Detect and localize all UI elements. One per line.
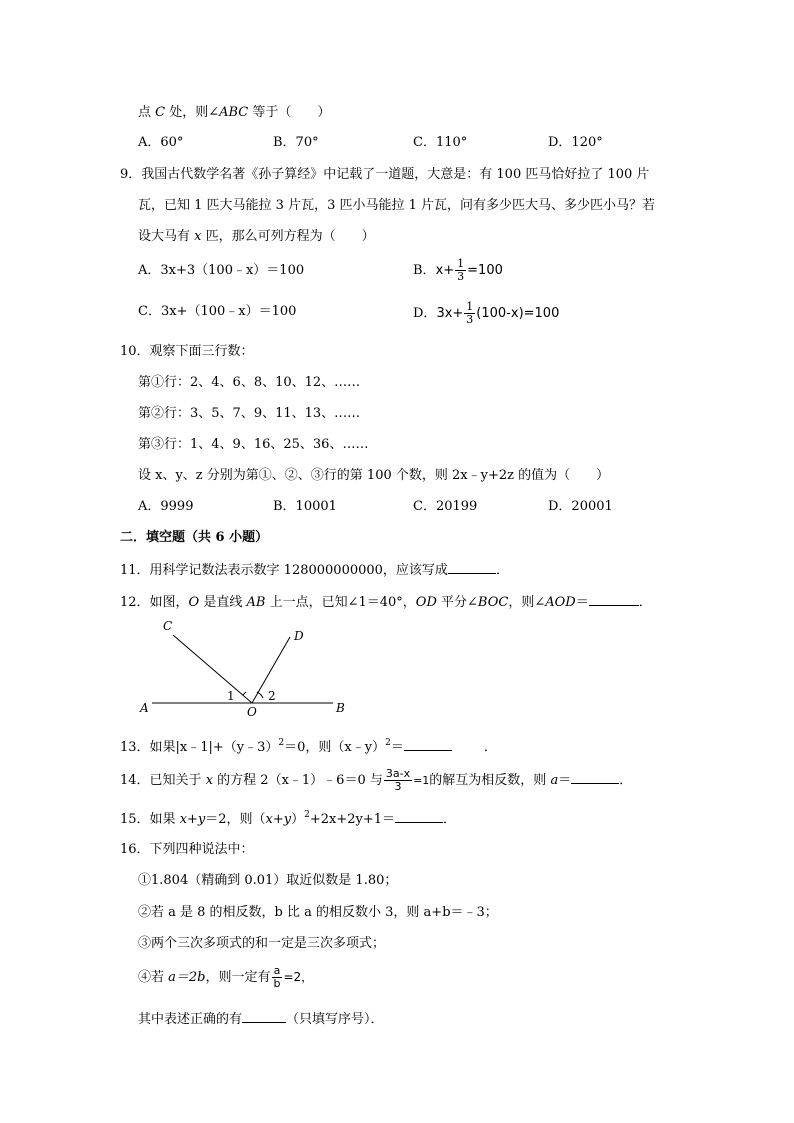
q8-option-c[interactable]: C．110° — [413, 135, 468, 150]
q16-statement-4: ④若 a＝2b，则一定有 $\frac{a}{b}$ =2， — [138, 964, 314, 990]
q9-option-b[interactable]: B．x+ $\frac{1}{3}$ =100 — [413, 257, 503, 283]
label-a: A — [140, 701, 149, 715]
q12: 12．如图，O 是直线 AB 上一点，已知∠1＝40°，OD 平分∠BOC，则∠AOD＝ ． — [120, 595, 652, 610]
q9-stem-line3: 设大马有 x 匹，那么可列方程为（ ） — [138, 229, 375, 244]
q9-option-d[interactable]: D．3x+ $\frac{1}{3}$ (100-x)=100 — [413, 300, 560, 326]
q13: 13．如果|x﹣1|+（y﹣3）$^2$＝0，则（x﹣y）$^2$＝ ． — [120, 738, 497, 755]
q9-optd-fraction: $\frac{1}{3}$ — [466, 300, 474, 326]
q9-optb-fraction: $\frac{1}{3}$ — [457, 257, 465, 283]
q16-fraction: $\frac{a}{b}$ — [273, 964, 281, 990]
q9-option-a[interactable]: A．3x+3（100﹣x）＝100 — [138, 263, 305, 278]
q11: 11．用科学记数法表示数字 128000000000，应该写成 ． — [120, 563, 509, 578]
angle-1-arc — [243, 692, 246, 695]
q10-row3: 第③行：1、4、9、16、25、36、…… — [138, 437, 369, 452]
q16-stem: 16．下列四种说法中： — [120, 842, 254, 857]
q15-answer-blank[interactable] — [395, 810, 443, 823]
q16-statement-2: ②若 a 是 8 的相反数，b 比 a 的相反数小 3，则 a+b＝﹣3； — [138, 905, 498, 920]
q14-answer-blank[interactable] — [571, 771, 619, 784]
label-o: O — [247, 705, 257, 719]
q10-option-b[interactable]: B．10001 — [273, 499, 337, 514]
q10-row2: 第②行：3、5、7、9、11、13、…… — [138, 406, 361, 421]
q10-option-a[interactable]: A．9999 — [138, 499, 194, 514]
q8-option-a[interactable]: A．60° — [138, 135, 184, 150]
label-c: C — [163, 619, 173, 633]
q9-option-c[interactable]: C．3x+（100﹣x）＝100 — [138, 304, 297, 319]
label-d: D — [294, 629, 304, 643]
q8-option-b[interactable]: B．70° — [273, 135, 319, 150]
label-angle-2: 2 — [268, 689, 276, 703]
section-title: 二．填空题（共 6 小题） — [120, 530, 269, 545]
q10-stem: 10．观察下面三行数： — [120, 344, 254, 359]
q9-stem-line1: 9．我国古代数学名著《孙子算经》中记载了一道题，大意是：有 100 匹马恰好拉了 100 片 — [120, 167, 650, 182]
q10-option-c[interactable]: C．20199 — [413, 499, 478, 514]
q12-answer-blank[interactable] — [589, 593, 639, 606]
q12-angle-figure — [130, 612, 360, 722]
q16-statement-1: ①1.804（精确到 0.01）取近似数是 1.80； — [138, 873, 398, 888]
q8-option-d[interactable]: D．120° — [548, 135, 603, 150]
q14: 14．已知关于 x 的方程 2（x﹣1）﹣6＝0 与 $\frac{3a-x}{3}$ =1的解互为相反数，则 a＝ ． — [120, 767, 633, 793]
angle-2-arc — [257, 692, 263, 698]
q15: 15．如果 x+y＝2，则$(x+y)^2+2x+2y+1=$ ． — [120, 810, 457, 827]
q16-statement-3: ③两个三次多项式的和一定是三次多项式； — [138, 936, 386, 951]
q13-answer-blank[interactable] — [404, 738, 452, 751]
label-angle-1: 1 — [227, 689, 235, 703]
q14-fraction: $\frac{3a-x}{3}$ — [385, 767, 411, 793]
q10-option-d[interactable]: D．20001 — [548, 499, 613, 514]
q16-answer-blank[interactable] — [242, 1010, 286, 1023]
q10-row1: 第①行：2、4、6、8、10、12、…… — [138, 375, 361, 390]
ray-oc — [173, 635, 252, 703]
q9-stem-line2: 瓦，已知 1 匹大马能拉 3 片瓦，3 匹小马能拉 1 片瓦，问有多少匹大马、多少匹小马？若 — [138, 198, 656, 213]
q10-ask: 设 x、y、z 分别为第①、②、③行的第 100 个数，则 2x﹣y+2z 的值为（ ） — [138, 468, 610, 483]
q16-ask: 其中表述正确的有 （只填写序号）． — [138, 1012, 384, 1027]
q11-answer-blank[interactable] — [448, 561, 496, 574]
label-b: B — [336, 701, 345, 715]
q8-stem-tail: 点 C 处，则∠ABC 等于（ ） — [138, 105, 331, 120]
